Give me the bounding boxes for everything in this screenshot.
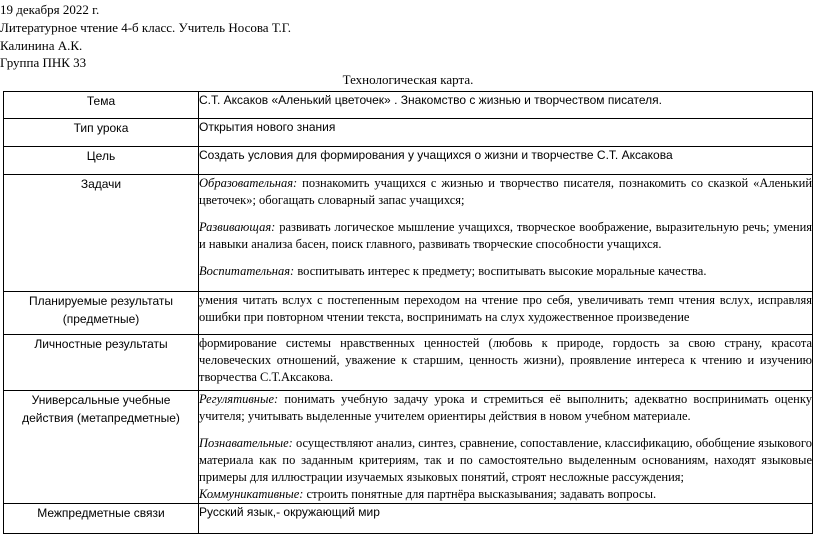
value-theme: С.Т. Аксаков «Аленький цветочек» . Знакомство с жизнью и творчеством писателя. <box>199 92 813 119</box>
uud-regulative-label: Регулятивные: <box>199 392 279 406</box>
row-goal <box>4 147 813 175</box>
task-educational-text: познакомить учащихся с жизнью и творчество писателя, познакомить со сказкой «Аленький цветочек»; обогащать словарный запас учащихся; <box>199 176 813 207</box>
uud-communicative-label: Коммуникативные: <box>199 487 304 501</box>
value-personal-results: формирование системы нравственных ценностей (любовь к природе, гордость за свою страну, красота человеческих отношений, уважение к старшим, ценность жизни), проявление интереса к чтению и изучению творчества С.Т.Аксакова. <box>199 335 813 391</box>
task-educational-label: Образовательная: <box>199 176 298 190</box>
row-theme <box>4 92 813 119</box>
row-personal-results <box>4 335 813 391</box>
uud-cognitive-label: Познавательные: <box>199 436 293 450</box>
label-theme: Тема <box>4 92 199 119</box>
value-goal: Создать условия для формирования у учащихся о жизни и творчестве С.Т. Аксакова <box>199 147 813 175</box>
date-line: 19 декабря 2022 г. <box>0 2 100 17</box>
uud-communicative <box>199 486 812 503</box>
row-tasks <box>4 175 813 292</box>
value-tasks <box>199 175 813 292</box>
label-subject-results-line1: Планируемые результаты <box>29 294 173 308</box>
label-personal-results: Личностные результаты <box>4 335 199 391</box>
task-developing-text: развивать логическое мышление учащихся, творческое воображение, выразительную речь; умения и навыки анализа басен, поиск главного, развивать творческие способности учащихся. <box>199 220 813 251</box>
label-tasks: Задачи <box>4 175 199 292</box>
label-subject-results-line2: (предметные) <box>62 312 140 326</box>
subject-teacher-line: Литературное чтение 4-б класс. Учитель Носова Т.Г. <box>0 20 292 35</box>
label-universal-actions-line1: Универсальные учебные <box>31 393 171 407</box>
uud-communicative-text: строить понятные для партнёра высказывания; задавать вопросы. <box>306 487 657 501</box>
label-interdisciplinary: Межпредметные связи <box>4 504 199 534</box>
row-lesson-type <box>4 119 813 147</box>
label-subject-results <box>4 292 199 335</box>
value-interdisciplinary: Русский язык,- окружающий мир <box>199 504 813 534</box>
value-universal-actions <box>199 391 813 504</box>
task-upbringing-label: Воспитательная: <box>199 264 295 278</box>
value-lesson-type: Открытия нового знания <box>199 119 813 147</box>
label-lesson-type: Тип урока <box>4 119 199 147</box>
task-upbringing-text: воспитывать интерес к предмету; воспитывать высокие моральные качества. <box>297 264 707 278</box>
task-developing-label: Развивающая: <box>199 220 276 234</box>
author-line: Калинина А.К. <box>0 38 83 53</box>
label-universal-actions <box>4 391 199 504</box>
uud-regulative <box>199 391 812 425</box>
label-universal-actions-line2: действия (метапредметные) <box>22 411 180 425</box>
uud-cognitive <box>199 435 812 486</box>
document-title: Технологическая карта. <box>342 72 474 87</box>
value-subject-results: умения читать вслух с постепенным переходом на чтение про себя, увеличивать темп чтения вслух, исправляя ошибки при повторном чтении текста, воспринимать на слух художественное произведение <box>199 292 813 335</box>
row-universal-actions <box>4 391 813 504</box>
task-upbringing <box>199 263 812 280</box>
label-goal: Цель <box>4 147 199 175</box>
row-interdisciplinary <box>4 504 813 534</box>
uud-cognitive-text: осуществляют анализ, синтез, сравнение, сопоставление, классификацию, обобщение языкового материала как по заданным критериям, так и по самостоятельно выделенным основаниям, находят языковые примеры для иллюстрации изучаемых языковых понятий, строят несложные рассуждения; <box>199 436 813 484</box>
uud-regulative-text: понимать учебную задачу урока и стремиться её выполнить; адекватно воспринимать оценку учителя; учитывать выделенные учителем ориентиры действия в новом учебном материале. <box>199 392 812 423</box>
task-developing <box>199 219 812 253</box>
task-educational <box>199 175 812 209</box>
technological-card-table <box>3 91 813 534</box>
row-subject-results <box>4 292 813 335</box>
group-line: Группа ПНК 33 <box>0 55 87 70</box>
